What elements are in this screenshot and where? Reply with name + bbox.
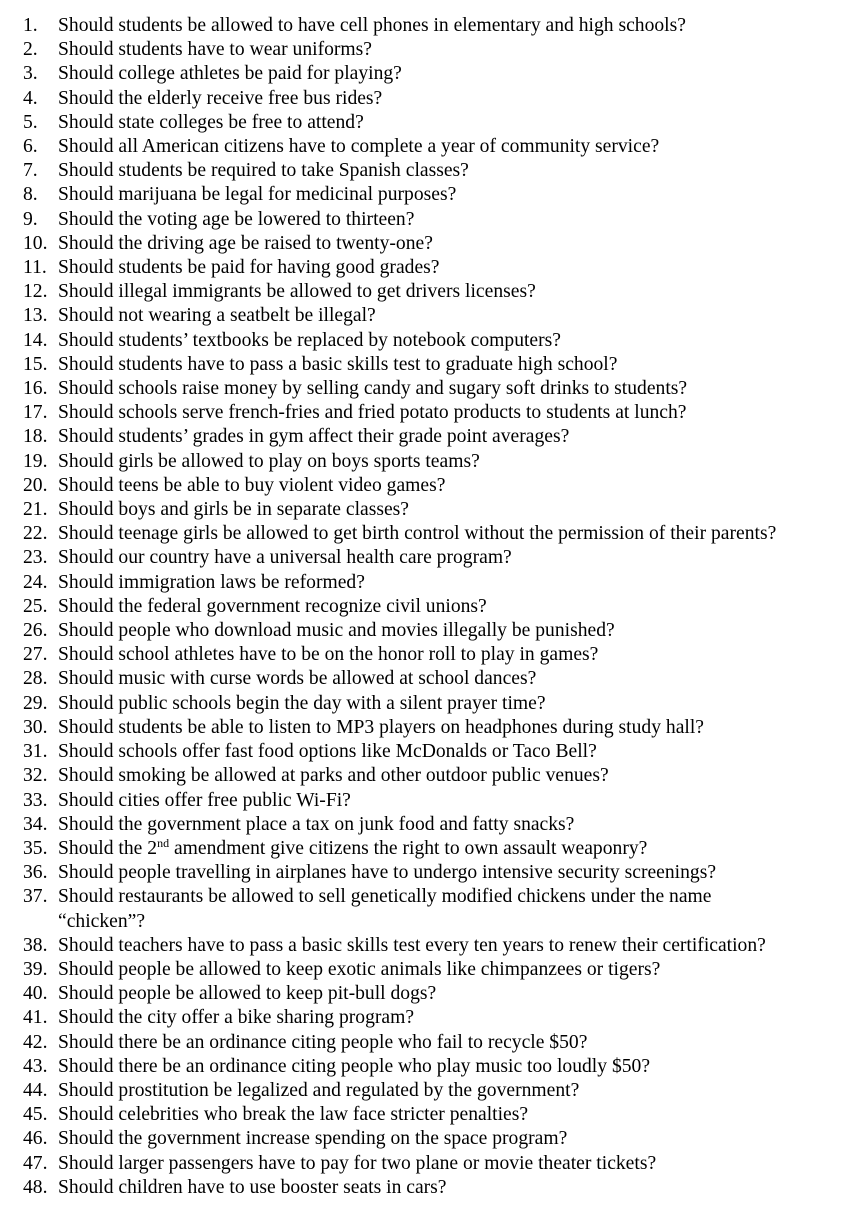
item-text: Should schools serve french-fries and fried potato products to students at lunch? (58, 402, 687, 424)
list-item (23, 159, 863, 183)
item-text: Should cities offer free public Wi-Fi? (58, 789, 351, 811)
list-item (23, 789, 863, 813)
item-number: 33. (23, 789, 48, 811)
list-item (23, 38, 863, 62)
ordinal-suffix: nd (157, 835, 170, 850)
item-number: 47. (23, 1152, 48, 1174)
item-text: Should students be required to take Spanish classes? (58, 160, 469, 182)
item-number: 7. (23, 160, 38, 182)
item-text: Should restaurants be allowed to sell genetically modified chickens under the name “chicken”? (58, 886, 712, 932)
list-item (23, 571, 863, 595)
item-text: Should teens be able to buy violent video games? (58, 474, 446, 496)
list-item (23, 740, 863, 764)
list-item (23, 353, 863, 377)
item-number: 28. (23, 668, 48, 690)
list-item (23, 861, 863, 885)
list-item (23, 934, 863, 958)
list-item (23, 14, 863, 38)
item-text: Should the driving age be raised to twenty-one? (58, 232, 433, 254)
list-item (23, 692, 863, 716)
item-text: Should school athletes have to be on the honor roll to play in games? (58, 644, 599, 666)
item-text: Should schools raise money by selling candy and sugary soft drinks to students? (58, 378, 688, 400)
item-text: Should students be able to listen to MP3 players on headphones during study hall? (58, 716, 704, 738)
list-item (23, 595, 863, 619)
item-text-before: Should the 2 (58, 837, 158, 859)
list-item (23, 450, 863, 474)
item-text: Should the city offer a bike sharing program? (58, 1007, 415, 1029)
list-item (23, 111, 863, 135)
item-number: 48. (23, 1176, 48, 1198)
item-text: Should people be allowed to keep pit-bull dogs? (58, 983, 437, 1005)
item-number: 1. (23, 15, 38, 36)
list-item (23, 62, 863, 86)
item-text: Should people who download music and movies illegally be punished? (58, 620, 615, 642)
item-text: Should not wearing a seatbelt be illegal? (58, 305, 376, 327)
item-text: Should public schools begin the day with a silent prayer time? (58, 692, 546, 714)
item-number: 13. (23, 305, 48, 327)
item-number: 8. (23, 184, 38, 206)
list-item (23, 1079, 863, 1103)
item-text: Should the elderly receive free bus rides? (58, 87, 383, 109)
item-number: 41. (23, 1007, 48, 1029)
item-number: 6. (23, 136, 38, 158)
item-number: 19. (23, 450, 48, 472)
item-text: Should college athletes be paid for playing? (58, 63, 402, 85)
item-number: 21. (23, 499, 48, 521)
item-text: Should students have to pass a basic skills test to graduate high school? (58, 353, 618, 375)
item-text: Should there be an ordinance citing people who play music too loudly $50? (58, 1055, 651, 1077)
item-number: 2. (23, 39, 38, 61)
item-number: 35. (23, 837, 48, 859)
item-text: Should marijuana be legal for medicinal purposes? (58, 184, 457, 206)
item-number: 23. (23, 547, 48, 569)
item-number: 4. (23, 87, 38, 109)
item-number: 27. (23, 644, 48, 666)
list-item (23, 135, 863, 159)
list-item (23, 1103, 863, 1127)
item-number: 29. (23, 692, 48, 714)
item-text: Should all American citizens have to complete a year of community service? (58, 136, 660, 158)
list-item (23, 837, 863, 861)
item-number: 3. (23, 63, 38, 85)
item-text: Should teachers have to pass a basic skills test every ten years to renew their certification? (58, 934, 766, 956)
item-number: 40. (23, 983, 48, 1005)
item-text: Should students be allowed to have cell phones in elementary and high schools? (58, 15, 686, 36)
list-item (23, 643, 863, 667)
list-item (23, 522, 863, 546)
item-text: Should schools offer fast food options like McDonalds or Taco Bell? (58, 741, 597, 763)
list-item (23, 474, 863, 498)
list-item (23, 183, 863, 207)
list-item (23, 498, 863, 522)
item-number: 12. (23, 281, 48, 303)
list-item (23, 1176, 863, 1200)
list-item (23, 377, 863, 401)
item-text: Should our country have a universal health care program? (58, 547, 512, 569)
item-text: Should prostitution be legalized and regulated by the government? (58, 1079, 580, 1101)
item-text: Should larger passengers have to pay for two plane or movie theater tickets? (58, 1152, 657, 1174)
item-number: 25. (23, 595, 48, 617)
item-number: 39. (23, 958, 48, 980)
item-text: Should immigration laws be reformed? (58, 571, 365, 593)
item-text: Should people travelling in airplanes have to undergo intensive security screenings? (58, 862, 717, 884)
list-item (23, 1127, 863, 1151)
list-item (23, 1006, 863, 1030)
item-text: Should students have to wear uniforms? (58, 39, 372, 61)
item-number: 43. (23, 1055, 48, 1077)
list-item (23, 764, 863, 788)
item-text: Should celebrities who break the law face stricter penalties? (58, 1104, 529, 1126)
list-item (23, 716, 863, 740)
list-item (23, 87, 863, 111)
item-number: 18. (23, 426, 48, 448)
list-item (23, 982, 863, 1006)
list-item (23, 958, 863, 982)
item-number: 38. (23, 934, 48, 956)
list-item (23, 619, 863, 643)
item-number: 26. (23, 620, 48, 642)
item-text: Should the government place a tax on junk food and fatty snacks? (58, 813, 575, 835)
item-text: Should girls be allowed to play on boys sports teams? (58, 450, 480, 472)
item-text: Should boys and girls be in separate classes? (58, 499, 409, 521)
item-text: Should the voting age be lowered to thirteen? (58, 208, 415, 230)
list-item (23, 885, 863, 933)
item-number: 44. (23, 1079, 48, 1101)
item-number: 45. (23, 1104, 48, 1126)
item-number: 24. (23, 571, 48, 593)
item-text: Should smoking be allowed at parks and other outdoor public venues? (58, 765, 609, 787)
list-item (23, 232, 863, 256)
item-number: 37. (23, 886, 48, 908)
item-number: 31. (23, 741, 48, 763)
item-number: 20. (23, 474, 48, 496)
item-number: 42. (23, 1031, 48, 1053)
list-item (23, 1152, 863, 1176)
item-number: 14. (23, 329, 48, 351)
item-text: Should students be paid for having good grades? (58, 257, 440, 279)
item-text: Should the government increase spending on the space program? (58, 1128, 568, 1150)
list-item (23, 813, 863, 837)
list-item (23, 1031, 863, 1055)
list-item (23, 208, 863, 232)
item-number: 30. (23, 716, 48, 738)
item-number: 15. (23, 353, 48, 375)
question-list (23, 14, 863, 1200)
list-item (23, 280, 863, 304)
item-text: Should students’ textbooks be replaced by notebook computers? (58, 329, 561, 351)
item-text: Should students’ grades in gym affect their grade point averages? (58, 426, 570, 448)
item-text: Should children have to use booster seats in cars? (58, 1176, 447, 1198)
list-item (23, 667, 863, 691)
item-text: Should the federal government recognize civil unions? (58, 595, 487, 617)
list-item (23, 304, 863, 328)
item-text: Should state colleges be free to attend? (58, 111, 364, 133)
list-item (23, 546, 863, 570)
item-number: 9. (23, 208, 38, 230)
item-number: 36. (23, 862, 48, 884)
item-number: 34. (23, 813, 48, 835)
list-item (23, 401, 863, 425)
item-text: Should music with curse words be allowed at school dances? (58, 668, 537, 690)
item-text-after: amendment give citizens the right to own assault weaponry? (169, 837, 648, 859)
item-text: Should there be an ordinance citing people who fail to recycle $50? (58, 1031, 588, 1053)
list-item (23, 329, 863, 353)
item-number: 17. (23, 402, 48, 424)
item-number: 5. (23, 111, 38, 133)
item-text: Should people be allowed to keep exotic animals like chimpanzees or tigers? (58, 958, 661, 980)
item-number: 10. (23, 232, 48, 254)
item-number: 22. (23, 523, 48, 545)
item-text: Should teenage girls be allowed to get birth control without the permission of their parents? (58, 523, 777, 545)
list-item (23, 425, 863, 449)
item-text: Should illegal immigrants be allowed to get drivers licenses? (58, 281, 536, 303)
item-number: 11. (23, 257, 47, 279)
item-number: 32. (23, 765, 48, 787)
list-item (23, 1055, 863, 1079)
item-text (58, 837, 647, 861)
item-number: 16. (23, 378, 48, 400)
list-item (23, 256, 863, 280)
item-number: 46. (23, 1128, 48, 1150)
